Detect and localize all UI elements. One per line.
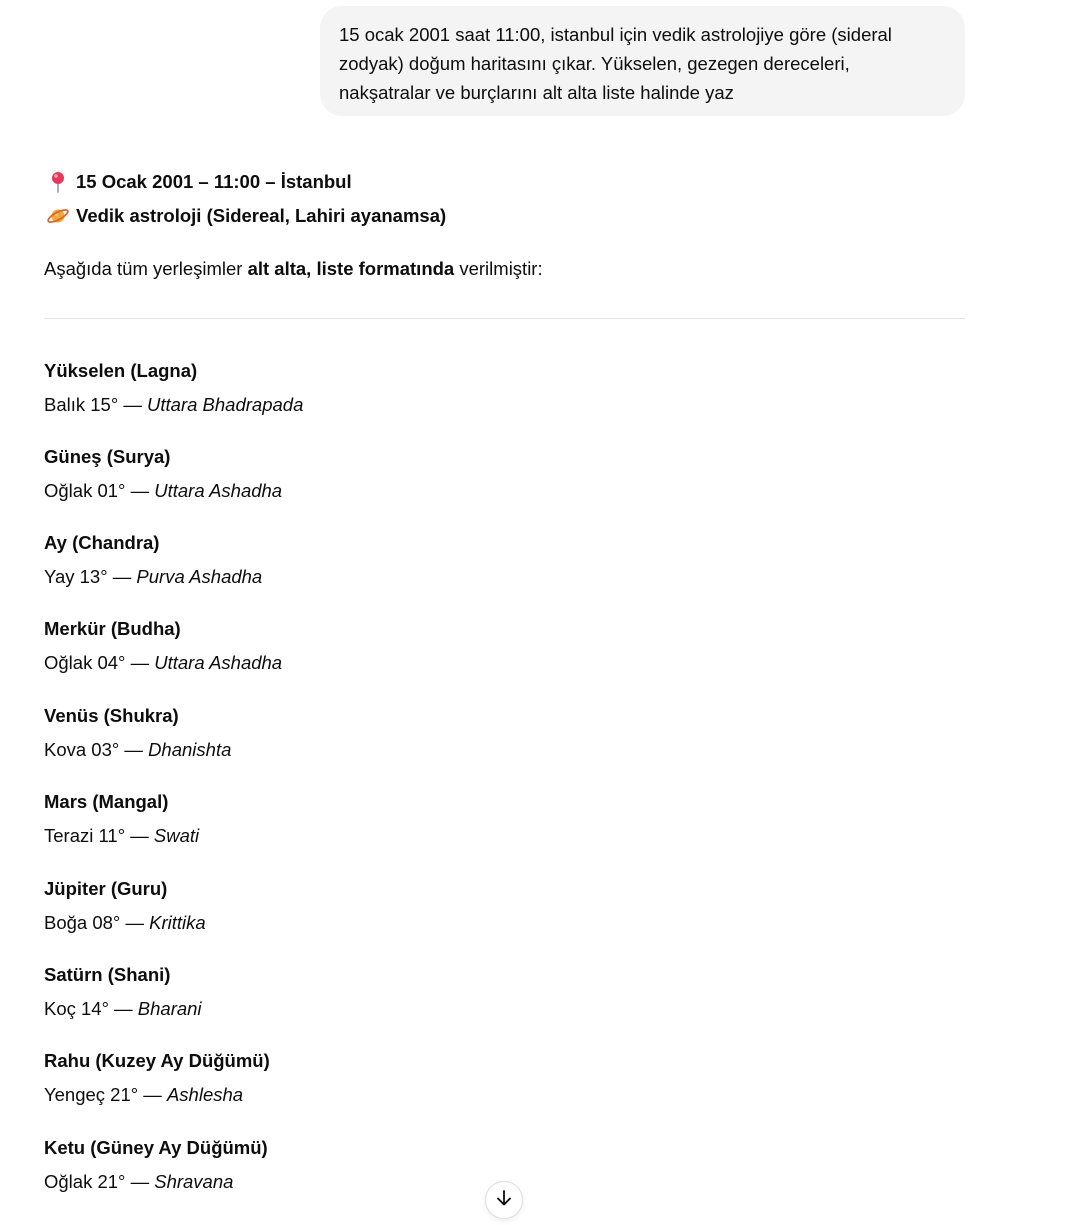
planet-item-venus <box>44 701 844 765</box>
planet-name: Ketu (Güney Ay Düğümü) <box>44 1137 268 1158</box>
planet-nakshatra: Swati <box>153 825 200 846</box>
user-message-bubble <box>320 6 965 116</box>
user-message-text: 15 ocak 2001 saat 11:00, istanbul için vedik astrolojiye göre (sideral zodyak) doğum haritasını çıkar. Yükselen, gezegen dereceleri, nakşatralar ve burçlarını alt alta liste halinde yaz <box>339 24 892 103</box>
planet-position <box>44 476 844 506</box>
intro-text-bold: alt alta, liste formatında <box>247 258 455 279</box>
arrow-down-icon <box>494 1188 514 1213</box>
round-pushpin-icon <box>46 170 70 194</box>
response-header-method <box>46 201 446 231</box>
planet-sign-degree: Boğa 08° — <box>44 912 150 933</box>
planet-nakshatra: Krittika <box>149 912 206 933</box>
planet-nakshatra: Dhanishta <box>148 739 232 760</box>
planet-nakshatra: Uttara Ashadha <box>154 480 283 501</box>
planet-nakshatra: Uttara Ashadha <box>154 652 283 673</box>
planet-sign-degree: Oğlak 04° — <box>44 652 155 673</box>
planet-name: Yükselen (Lagna) <box>44 360 198 381</box>
planet-sign-degree: Balık 15° — <box>44 394 148 415</box>
planet-position <box>44 908 844 938</box>
planet-sign-degree: Oğlak 21° — <box>44 1171 155 1192</box>
intro-text-start: Aşağıda tüm yerleşimler <box>44 258 248 279</box>
planet-name: Mars (Mangal) <box>44 791 169 812</box>
response-intro <box>44 254 543 284</box>
planet-item-saturn <box>44 960 844 1024</box>
planet-item-rahu <box>44 1046 844 1110</box>
planet-name: Güneş (Surya) <box>44 446 171 467</box>
section-divider <box>44 318 965 319</box>
planet-name: Satürn (Shani) <box>44 964 171 985</box>
bottom-fade-overlay <box>0 1195 1066 1225</box>
planet-sign-degree: Terazi 11° — <box>44 825 154 846</box>
planet-sign-degree: Oğlak 01° — <box>44 480 155 501</box>
planet-nakshatra: Bharani <box>137 998 202 1019</box>
planet-nakshatra: Ashlesha <box>166 1084 244 1105</box>
response-header-date-text: 15 Ocak 2001 – 11:00 – İstanbul <box>76 171 352 192</box>
planet-name: Ay (Chandra) <box>44 532 160 553</box>
ringed-planet-icon <box>46 204 70 228</box>
planet-sign-degree: Kova 03° — <box>44 739 149 760</box>
planet-item-moon <box>44 528 844 592</box>
planet-name: Rahu (Kuzey Ay Düğümü) <box>44 1050 270 1071</box>
planet-sign-degree: Koç 14° — <box>44 998 138 1019</box>
planet-item-jupiter <box>44 874 844 938</box>
planet-position <box>44 390 844 420</box>
response-header-date-location <box>46 167 352 197</box>
planet-position <box>44 735 844 765</box>
planet-name: Venüs (Shukra) <box>44 705 179 726</box>
planet-nakshatra: Purva Ashadha <box>136 566 263 587</box>
planet-position <box>44 562 844 592</box>
planet-item-mercury <box>44 614 844 678</box>
planet-sign-degree: Yengeç 21° — <box>44 1084 167 1105</box>
planet-nakshatra: Shravana <box>154 1171 234 1192</box>
planet-position <box>44 821 844 851</box>
planet-item-ascendant <box>44 356 844 420</box>
intro-text-end: verilmiştir: <box>454 258 543 279</box>
planet-position <box>44 994 844 1024</box>
planet-position <box>44 648 844 678</box>
planet-item-mars <box>44 787 844 851</box>
planet-name: Jüpiter (Guru) <box>44 878 168 899</box>
planet-name: Merkür (Budha) <box>44 618 181 639</box>
planet-position <box>44 1167 844 1197</box>
planet-sign-degree: Yay 13° — <box>44 566 137 587</box>
planet-position <box>44 1080 844 1110</box>
planet-nakshatra: Uttara Bhadrapada <box>147 394 304 415</box>
scroll-to-bottom-button[interactable] <box>485 1181 523 1219</box>
planet-item-ketu <box>44 1133 844 1197</box>
response-header-method-text: Vedik astroloji (Sidereal, Lahiri ayanamsa) <box>76 205 447 226</box>
planet-item-sun <box>44 442 844 506</box>
